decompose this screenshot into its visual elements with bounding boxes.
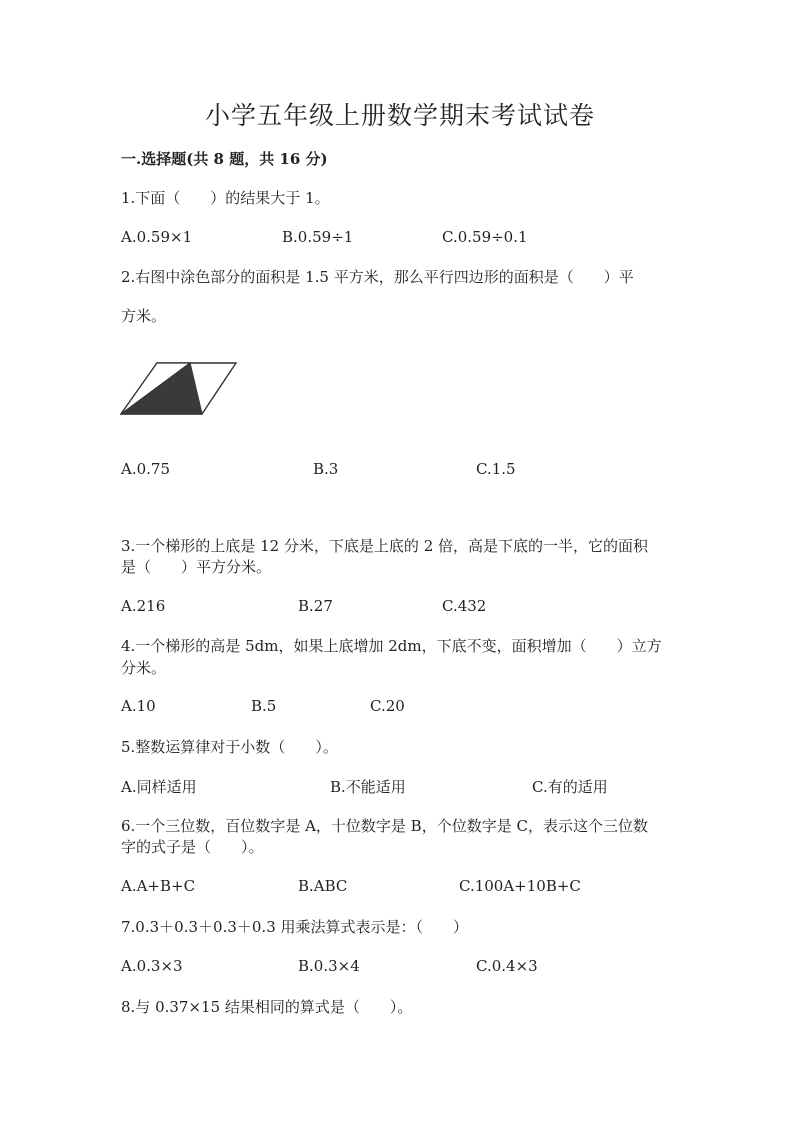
q7-option-b: B.0.3×4: [298, 957, 360, 975]
question-4-line2: 分米。: [121, 659, 167, 677]
q7-option-c: C.0.4×3: [476, 957, 538, 975]
question-7: 7.0.3＋0.3＋0.3＋0.3 用乘法算式表示是：（ ）: [121, 918, 469, 936]
q2-option-b: B.3: [313, 460, 339, 478]
q5-option-a: A.同样适用: [121, 778, 197, 796]
q4-option-c: C.20: [370, 697, 405, 715]
question-6-line2: 字的式子是（ ）。: [121, 838, 264, 856]
q3-option-c: C.432: [442, 597, 487, 615]
question-2-line2: 方米。: [121, 307, 167, 325]
parallelogram-figure: [120, 361, 240, 417]
q1-option-a: A.0.59×1: [121, 228, 193, 246]
q6-option-a: A.A+B+C: [121, 877, 196, 895]
q4-option-b: B.5: [251, 697, 277, 715]
q7-option-a: A.0.3×3: [121, 957, 183, 975]
question-1: 1.下面（ ）的结果大于 1。: [121, 189, 330, 207]
q2-option-c: C.1.5: [476, 460, 516, 478]
q5-option-b: B.不能适用: [330, 778, 406, 796]
question-5: 5.整数运算律对于小数（ ）。: [121, 738, 338, 756]
q1-option-b: B.0.59÷1: [282, 228, 354, 246]
q4-option-a: A.10: [121, 697, 156, 715]
question-3-line1: 3.一个梯形的上底是 12 分米，下底是上底的 2 倍，高是下底的一半，它的面积: [121, 537, 649, 555]
q1-option-c: C.0.59÷0.1: [442, 228, 528, 246]
question-3-line2: 是（ ）平方分米。: [121, 558, 272, 576]
q5-option-c: C.有的适用: [532, 778, 608, 796]
section-heading: 一.选择题(共 8 题，共 16 分): [121, 150, 328, 168]
question-8: 8.与 0.37×15 结果相同的算式是（ ）。: [121, 998, 413, 1016]
question-6-line1: 6.一个三位数，百位数字是 A，十位数字是 B，个位数字是 C，表示这个三位数: [121, 817, 648, 835]
q6-option-b: B.ABC: [298, 877, 348, 895]
question-2-line1: 2.右图中涂色部分的面积是 1.5 平方米，那么平行四边形的面积是（ ）平: [121, 268, 634, 286]
page-title: 小学五年级上册数学期末考试试卷: [204, 101, 595, 130]
q3-option-a: A.216: [121, 597, 166, 615]
question-4-line1: 4.一个梯形的高是 5dm，如果上底增加 2dm，下底不变，面积增加（ ）立方: [121, 637, 662, 655]
q6-option-c: C.100A+10B+C: [459, 877, 581, 895]
q3-option-b: B.27: [298, 597, 333, 615]
q2-option-a: A.0.75: [121, 460, 170, 478]
